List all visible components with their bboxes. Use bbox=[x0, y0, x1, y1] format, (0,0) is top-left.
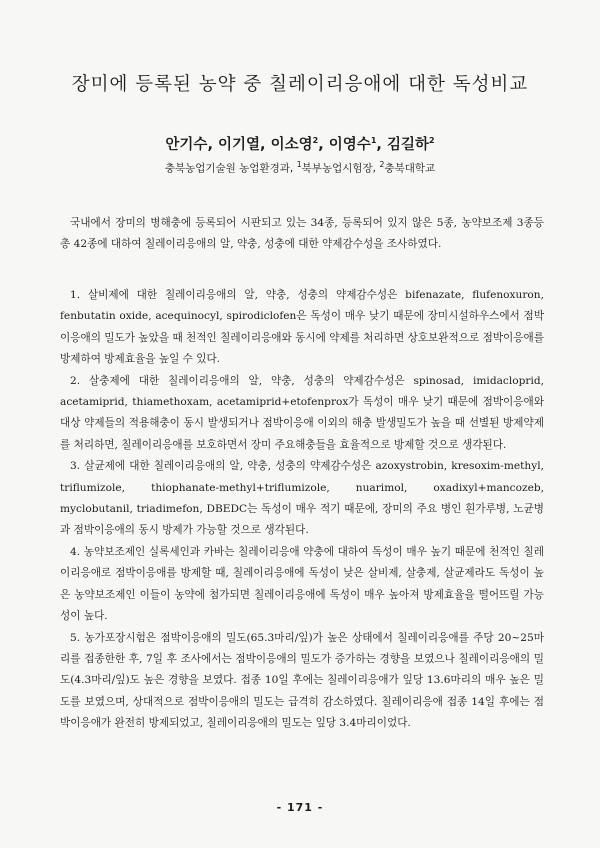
author-affiliation-mark: 2 bbox=[312, 136, 319, 146]
result-item: 5. 농가포장시험은 점박이응애의 밀도(65.3마리/잎)가 높은 상태에서 칠레이리응애를 주당 20~25마리를 접종한한 후, 7일 후 조사에서는 점박이응애의 밀도가 증가하는 경향을 보였으나 칠레이리응애의 밀도(4.3마리/잎)도 높은 경향을 보였다. 접종 10일 후에는 칠레이리응애가 잎당 13.6마리의 매우 높은 밀도를 보였으며, 상대적으로 점박이응애의 밀도는 급격히 감소하였다. 칠레이리응애 접종 14일 후에는 점박이응애가 완전히 방제되었고, 칠레이리응애의 밀도는 잎당 3.4마리이었다. bbox=[60, 631, 544, 730]
author-name: 이소영 bbox=[270, 137, 313, 153]
result-item: 2. 살충제에 대한 칠레이리응애의 알, 약충, 성충의 약제감수성은 spinosad, imidacloprid, acetamiprid, thiamethoxam, acetamiprid+etofenprox가 독성이 매우 낮기 때문에 점박이응애와 대상 약제들의 적용해충이 동시 발생되거나 점박이응애 이외의 해충 발생밀도가 높을 때 선별된 방제약제를 처리하면, 칠레이리응애를 보호하면서 장미 주요해충들을 효율적으로 방제할 것으로 생각된다. bbox=[60, 374, 544, 451]
author-affiliation-mark: 2 bbox=[428, 136, 435, 146]
author-name: 이기열 bbox=[218, 137, 261, 153]
author-name: 안기수 bbox=[165, 137, 208, 153]
result-item: 1. 살비제에 대한 칠레이리응애의 알, 약충, 성충의 약제감수성은 bifenazate, flufenoxuron, fenbutatin oxide, acequinocyl, spirodiclofen은 독성이 매우 낮기 때문에 장미시설하우스에서 점박이응애의 밀도가 높았을 때 천적인 칠레이리응애와 동시에 약제를 처리하면 상호보완적으로 점박이응애를 방제하여 방제효율을 높일 수 있다. bbox=[60, 289, 544, 366]
result-item: 4. 농약보조제인 실록세인과 카바는 칠레이리응애 약충에 대하여 독성이 매우 높기 때문에 천적인 칠레이리응애로 점박이응애를 방제할 때, 칠레이리응애에 독성이 낮은 살비제, 살충제, 살균제라도 독성이 높은 농약보조제인 이들이 농약에 첨가되면 칠레이리응애에 독성이 매우 높아져 방제효율을 떨어뜨릴 가능성이 높다. bbox=[60, 545, 544, 623]
author-name: 이영수 bbox=[328, 137, 371, 153]
paper-title: 장미에 등록된 농약 중 칠레이리응애에 대한 독성비교 bbox=[71, 74, 529, 95]
results-list bbox=[60, 285, 544, 735]
affiliation-line bbox=[0, 160, 600, 176]
affiliation-2: 충북대학교 bbox=[384, 162, 436, 175]
author-list: 안기수, 이기열, 이소영$^2$, 이영수$^1$, 김길하$^2$ bbox=[165, 136, 435, 153]
affiliation-mark: 1 bbox=[296, 160, 302, 169]
abstract-paragraph: 국내에서 장미의 병해충에 등록되어 시판되고 있는 34종, 등록되어 있지 않은 5종, 농약보조제 3종등 총 42종에 대하여 칠레이리응애의 알, 약충, 성충에 대한 약제감수성을 조사하였다. bbox=[60, 217, 544, 251]
affiliation-mark: 2 bbox=[379, 160, 385, 169]
author-name: 김길하 bbox=[386, 137, 429, 153]
result-item: 3. 살균제에 대한 칠레이리응애의 알, 약충, 성충의 약제감수성은 azoxystrobin, kresoxim-methyl, triflumizole, thiophanate-methyl+triflumizole, nuarimol, oxadixyl+mancozeb, myclobutanil, triadimefon, DBEDC는 독성이 매우 적기 때문에, 장미의 주요 병인 흰가루병, 노균병과 점박이응애의 동시 방제가 가능할 것으로 생각된다. bbox=[60, 460, 544, 537]
affiliation-1: 북부농업시험장, bbox=[301, 162, 380, 175]
affiliation-main: 충북농업기술원 농업환경과, bbox=[164, 162, 297, 175]
page-number: - 171 - bbox=[276, 801, 324, 814]
author-affiliation-mark: 1 bbox=[370, 136, 377, 146]
